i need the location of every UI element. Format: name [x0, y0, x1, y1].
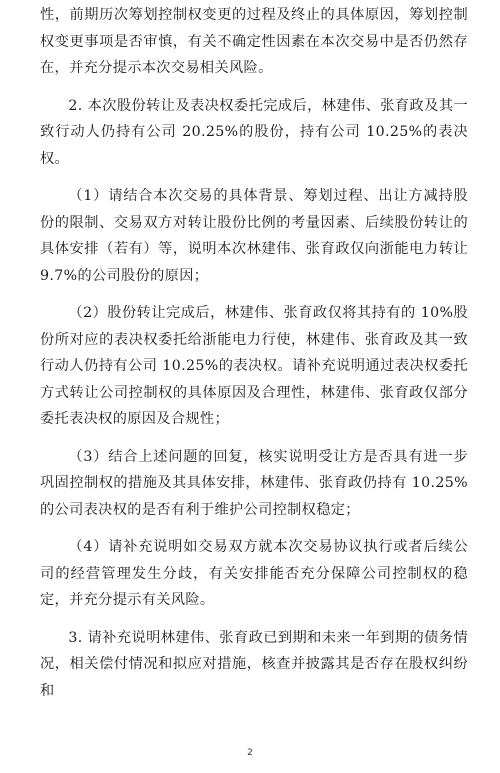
- page-number: 2: [247, 748, 253, 758]
- paragraph-subitem-4: （4）请补充说明如交易双方就本次交易协议执行或者后续公司的经营管理发生分歧，有关安排能否充分保障公司控制权的稳定，并充分提示有关风险。: [40, 539, 468, 608]
- paragraph-subitem-3: （3）结合上述问题的回复，核实说明受让方是否具有进一步巩固控制权的措施及其具体安排，林建伟、张育政仍持有 10.25%的公司表决权的是否有利于维护公司控制权稳定；: [40, 448, 468, 518]
- paragraph-subitem-1: （1）请结合本次交易的具体背景、筹划过程、出让方减持股份的限制、交易双方对转让股份比例的考量因素、后续股份转让的具体安排（若有）等，说明本次林建伟、张育政仅向浙能电力转让 9.7%的公司股份的原因；: [40, 188, 468, 284]
- paragraph-item-2: 2. 本次股份转让及表决权委托完成后，林建伟、张育政及其一致行动人仍持有公司 20.25%的股份，持有公司 10.25%的表决权。: [40, 97, 468, 167]
- paragraph-subitem-2: （2）股份转让完成后，林建伟、张育政仅将其持有的 10%股份所对应的表决权委托给浙能电力行使，林建伟、张育政及其一致行动人仍持有公司 10.25%的表决权。请补充说明通过表决权委托方式转让公司控制权的具体原因及合理性，林建伟、张育政仅部分委托表决权的原因及合规性；: [40, 305, 468, 427]
- paragraph-continuation: 性，前期历次筹划控制权变更的过程及终止的具体原因，筹划控制权变更事项是否审慎，有关不确定性因素在本次交易中是否仍然存在，并充分提示本次交易相关风险。: [40, 7, 468, 76]
- paragraph-item-3: 3. 请补充说明林建伟、张育政已到期和未来一年到期的债务情况，相关偿付情况和拟应对措施，核查并披露其是否存在股权纠纷和: [40, 629, 468, 699]
- document-body: [40, 2, 468, 715]
